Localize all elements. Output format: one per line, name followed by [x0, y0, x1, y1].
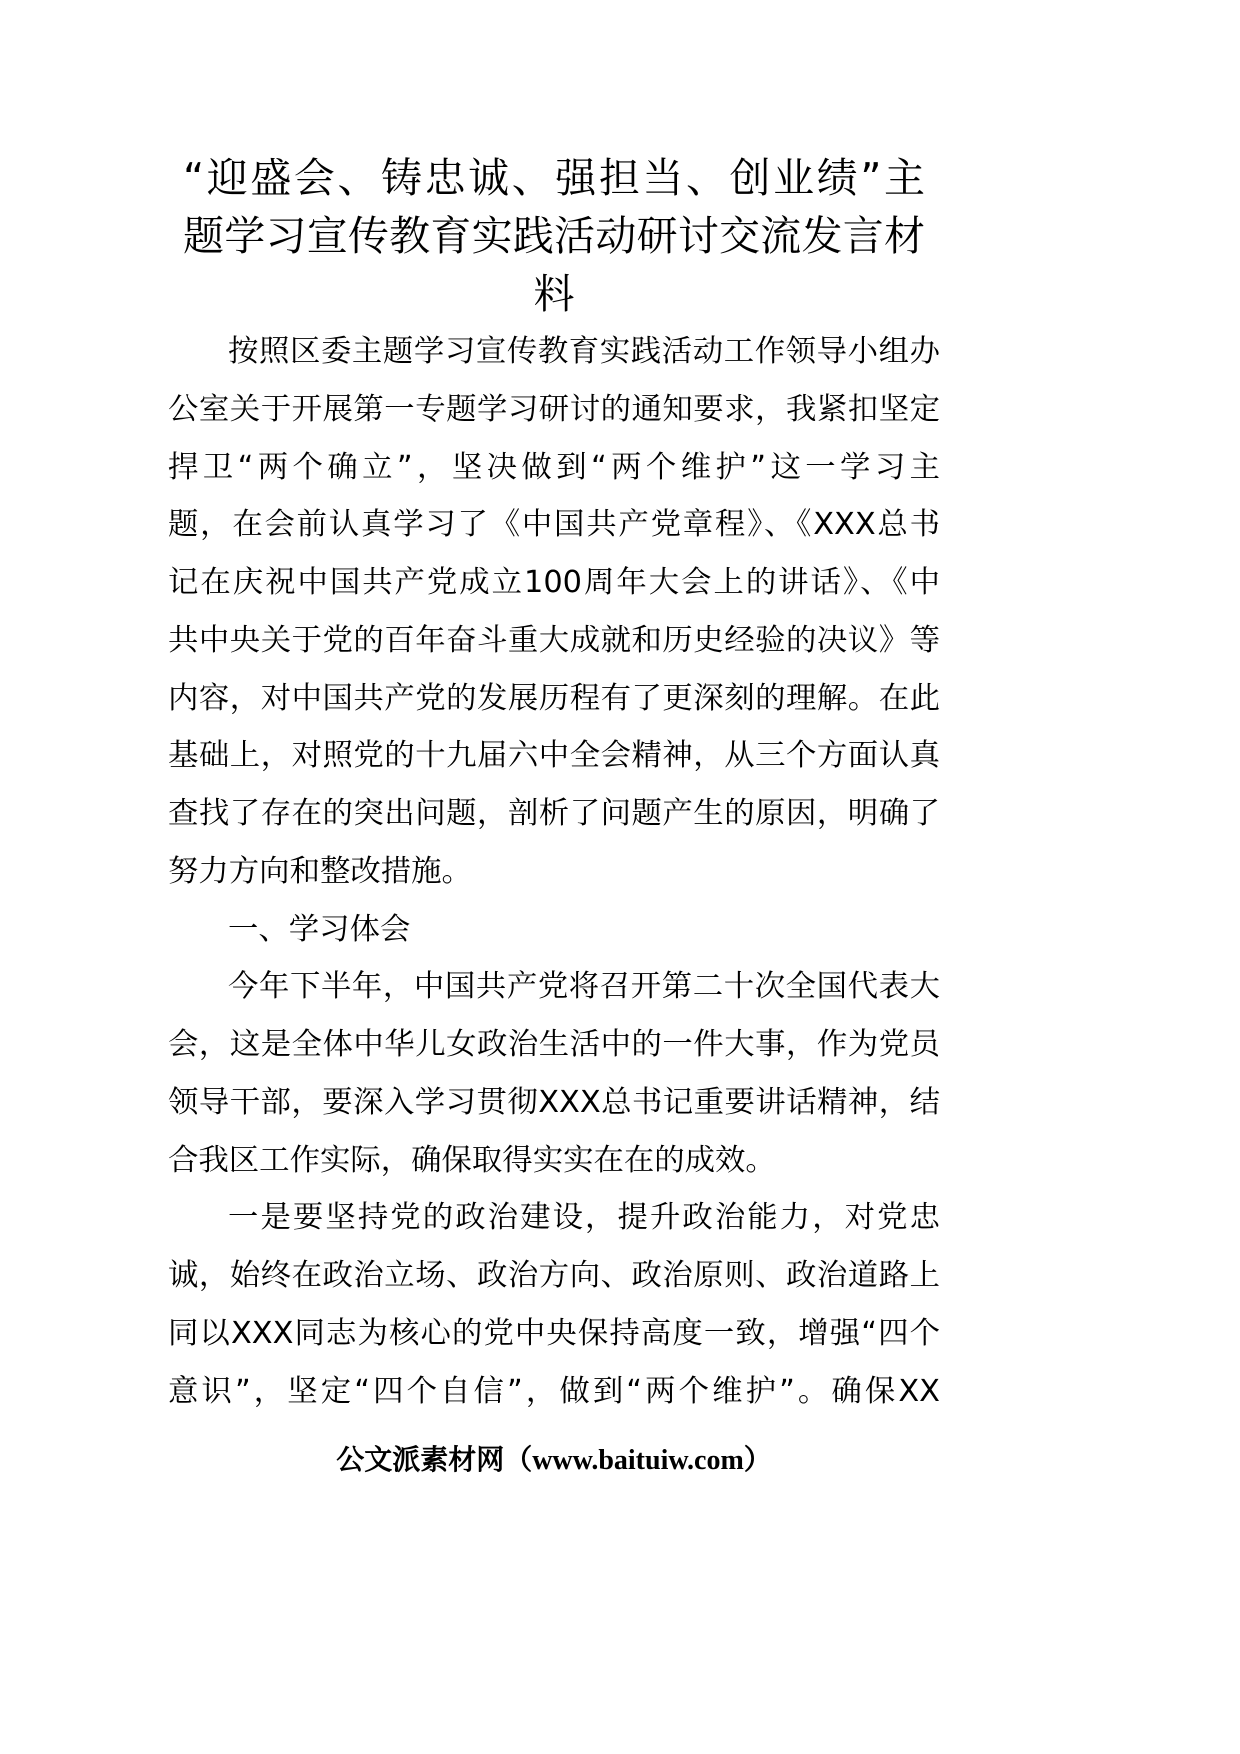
text-line: 领导干部，要深入学习贯彻XXX总书记重要讲话精神，结 — [168, 1084, 940, 1120]
footer-source-text: 公文派素材网（www.baituiw.com） — [336, 1445, 772, 1476]
text-line: 意识”，坚定“四个自信”，做到“两个维护”。确保XX — [168, 1373, 940, 1409]
text-line: 内容，对中国共产党的发展历程有了更深刻的理解。在此 — [168, 680, 940, 716]
text-line: 公室关于开展第一专题学习研讨的通知要求，我紧扣坚定 — [168, 391, 940, 427]
text-line: 同以XXX同志为核心的党中央保持高度一致，增强“四个 — [168, 1315, 940, 1351]
text-line: 记在庆祝中国共产党成立100周年大会上的讲话》、《中 — [168, 565, 940, 600]
text-line: 按照区委主题学习宣传教育实践活动工作领导小组办 — [228, 334, 940, 369]
paragraph — [168, 958, 940, 1189]
text-line: 一是要坚持党的政治建设，提升政治能力，对党忠 — [228, 1200, 940, 1236]
text-line: 诚，始终在政治立场、政治方向、政治原则、政治道路上 — [168, 1258, 940, 1293]
title-line: 题学习宣传教育实践活动研讨交流发言材 — [183, 212, 925, 260]
paragraph — [168, 1189, 940, 1420]
text-line: 题，在会前认真学习了《中国共产党章程》、《XXX总书 — [168, 507, 940, 543]
document-title — [168, 149, 940, 323]
text-line: 查找了存在的突出问题，剖析了问题产生的原因，明确了 — [168, 796, 940, 831]
document-body — [168, 149, 940, 1420]
text-line: 捍卫“两个确立”，坚决做到“两个维护”这一学习主 — [168, 449, 940, 485]
text-line: 会，这是全体中华儿女政治生活中的一件大事，作为党员 — [168, 1027, 940, 1062]
text-line: 今年下半年，中国共产党将召开第二十次全国代表大 — [228, 969, 940, 1005]
text-line: 合我区工作实际，确保取得实实在在的成效。 — [168, 1142, 776, 1178]
section-heading — [168, 901, 940, 959]
text-line: 共中央关于党的百年奋斗重大成就和历史经验的决议》等 — [168, 622, 940, 658]
title-line: 料 — [533, 270, 575, 318]
paragraph — [168, 323, 940, 901]
text-line: 基础上，对照党的十九届六中全会精神，从三个方面认真 — [168, 738, 940, 774]
section-heading-text: 一、学习体会 — [228, 911, 411, 947]
text-line: 努力方向和整改措施。 — [168, 853, 472, 889]
title-line: “迎盛会、铸忠诚、强担当、创业绩”主 — [183, 154, 925, 202]
